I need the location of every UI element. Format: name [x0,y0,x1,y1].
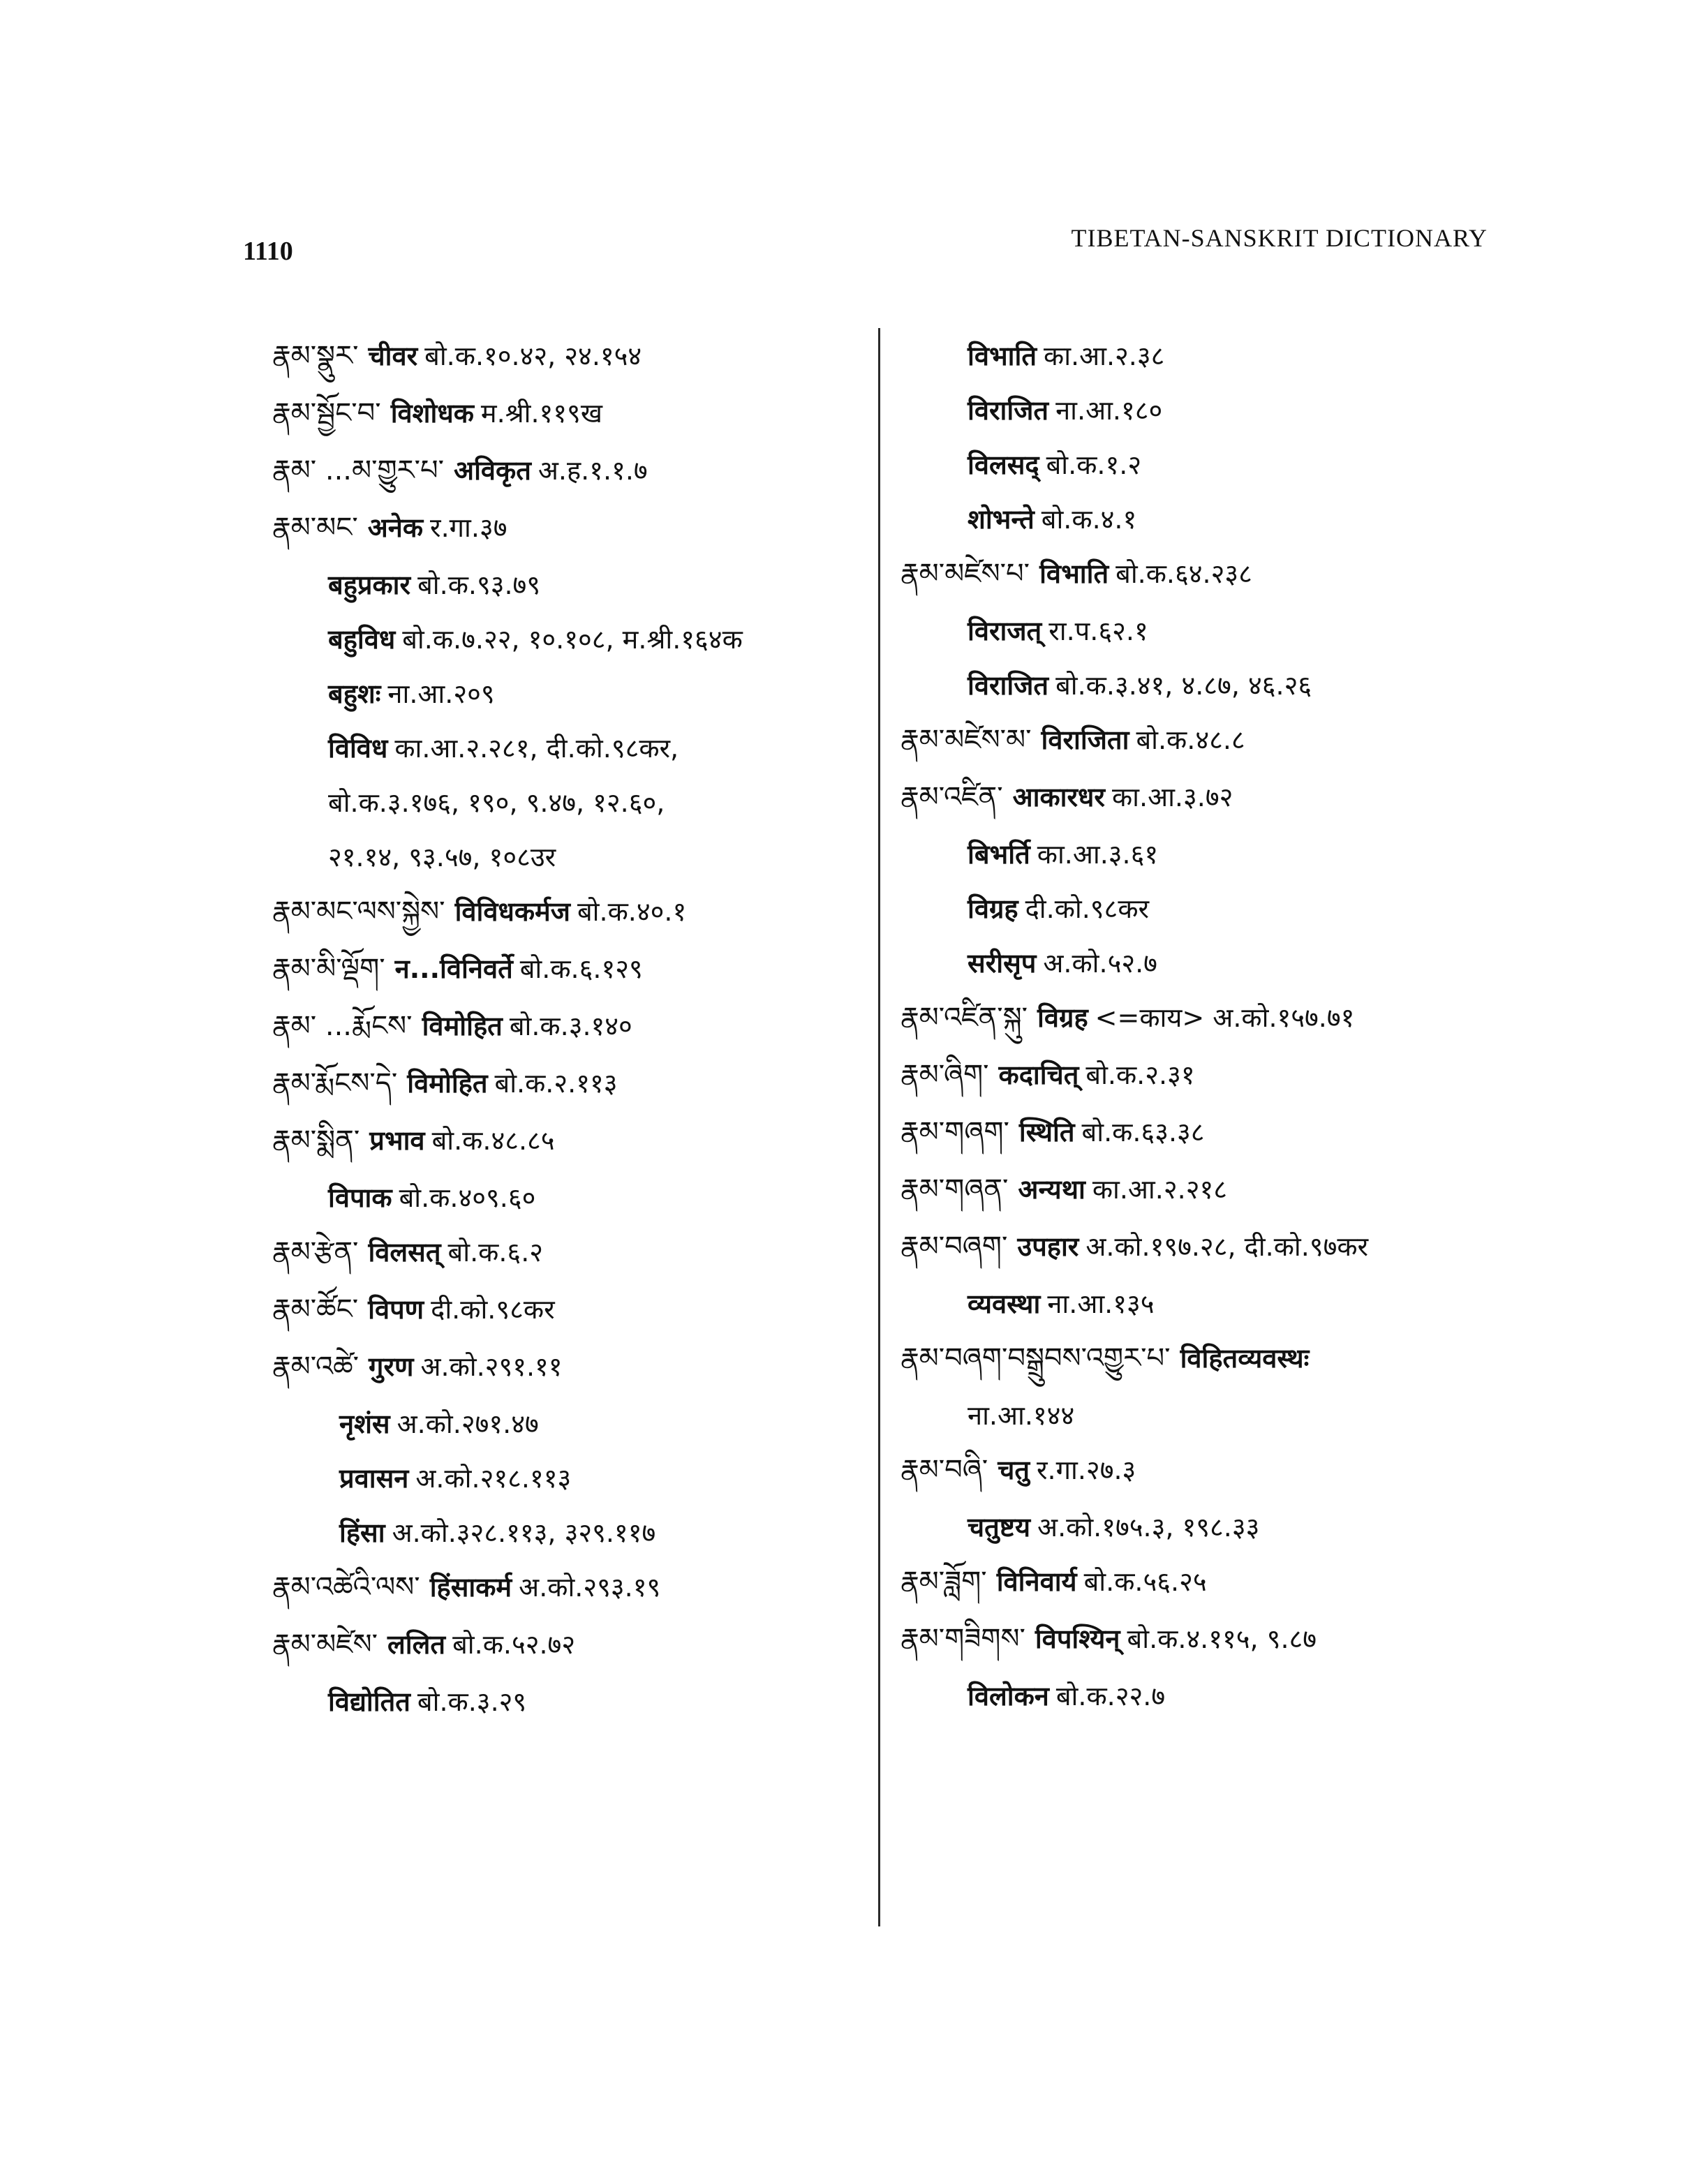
dictionary-entry [272,1624,866,1665]
source-reference: बो.क.१०.४२, २४.१५४ [424,341,642,371]
tibetan-headword: རྣམ་སྦྱོང་བ་ [272,397,381,429]
dictionary-entry [272,1288,866,1330]
dictionary-subentry [272,673,866,715]
sanskrit-equivalent: विविध [328,733,388,764]
sanskrit-equivalent: स्थिति [1018,1117,1075,1147]
dictionary-entry [900,1618,1515,1660]
sanskrit-equivalent: आकारधर [1012,782,1105,812]
dictionary-entry [272,1120,866,1161]
dictionary-entry [900,1168,1515,1210]
tibetan-headword: རྣམ་འཛིན་སྐུ་ [900,1002,1028,1034]
sanskrit-equivalent: अविकृत [454,455,531,486]
dictionary-entry [272,1346,866,1388]
dictionary-subentry [272,1403,866,1445]
sanskrit-equivalent: विलसत् [368,1237,441,1268]
tibetan-headword: རྣམ་གཟིགས་ [900,1623,1025,1655]
tibetan-headword: རྣམ་ ...རྨོངས་ [272,1010,413,1042]
tibetan-headword: རྣམ་འཚེ་ [272,1351,360,1383]
sanskrit-equivalent: व्यवस्था [968,1288,1041,1319]
tibetan-headword: རྣམ་འཛིན་ [900,781,1003,813]
tibetan-headword: རྣམ་མཛེས་ [272,1628,378,1661]
dictionary-subentry [272,1512,866,1554]
sanskrit-equivalent: गुरण [369,1351,414,1382]
tibetan-headword: རྣམ་མཛེས་པ་ [900,558,1030,590]
sanskrit-equivalent: विग्रह [1037,1002,1088,1033]
dictionary-entry [272,1566,866,1608]
dictionary-entry [900,1226,1515,1268]
sanskrit-equivalent: विपश्यिन् [1035,1624,1120,1654]
source-reference: अ.को.२७१.४७ [396,1409,539,1439]
source-reference: दी.को.९८कर [1025,893,1150,924]
running-head: TIBETAN-SANSKRIT DICTIONARY [1071,224,1488,252]
dictionary-subentry [900,498,1515,540]
tibetan-headword: རྣམ་བཞག་ [900,1231,1008,1263]
tibetan-headword: རྣམ་མི་ལྡོག་ [272,953,385,985]
page-number: 1110 [243,237,293,266]
sanskrit-equivalent: विहितव्यवस्थः [1180,1343,1310,1374]
sanskrit-equivalent: विग्रह [968,893,1018,924]
tibetan-headword: རྣམ་ཞིག་ [900,1059,989,1091]
sanskrit-equivalent: उपहार [1017,1231,1079,1262]
source-reference: अ.ह.१.१.७ [538,455,648,486]
source-reference: बो.क.४८.८५ [431,1125,555,1156]
dictionary-entry [272,891,866,933]
source-reference: का.आ.२.३८ [1044,341,1165,371]
tibetan-headword: རྣམ་མཛེས་མ་ [900,724,1032,756]
tibetan-headword: རྣམ་ཟློག་ [900,1566,987,1598]
source-reference: बो.क.४८.८ [1136,725,1245,755]
dictionary-subentry [900,610,1515,652]
sanskrit-equivalent: अनेक [367,512,424,543]
sanskrit-equivalent: चतुष्टय [968,1512,1031,1543]
sanskrit-equivalent: हिंसाकर्म [429,1572,512,1603]
right-column [900,335,1515,1730]
source-reference: का.आ.३.६१ [1037,839,1159,870]
sanskrit-equivalent: विपाक [328,1182,392,1213]
dictionary-subentry [900,833,1515,875]
sanskrit-equivalent: नृशंस [339,1409,390,1439]
dictionary-entry [900,1111,1515,1153]
source-reference: र.गा.३७ [430,512,507,543]
column-divider [878,328,880,1926]
left-column [272,335,866,1735]
source-reference: का.आ.२.२१८ [1092,1174,1227,1205]
sanskrit-equivalent: विराजत् [968,616,1042,646]
dictionary-entry [900,776,1515,818]
sanskrit-equivalent: सरीसृप [968,948,1037,979]
source-reference: बो.क.६.१२९ [519,953,643,984]
source-reference: अ.को.१९७.२८, दी.को.९७कर [1085,1231,1369,1262]
dictionary-entry [272,948,866,990]
source-reference: <=काय> अ.को.१५७.७१ [1095,1002,1355,1033]
sanskrit-equivalent: शोभन्ते [968,504,1035,535]
source-reference: बो.क.९३.७९ [417,570,541,600]
dictionary-entry [900,1449,1515,1491]
sanskrit-equivalent: बिभर्ति [968,839,1030,870]
source-reference: ना.आ.२०९ [387,678,495,709]
dictionary-subentry [900,444,1515,486]
sanskrit-equivalent: विमोहित [422,1011,503,1041]
sanskrit-equivalent: चीवर [368,341,418,371]
tibetan-headword: རྣམ་རྩེན་ [272,1236,359,1268]
source-reference: बो.क.२.३१ [1085,1060,1195,1090]
tibetan-headword: རྣམ་ཚོང་ [272,1293,359,1325]
source-reference: बो.क.४.१ [1041,504,1137,535]
source-reference: अ.को.५२.७ [1043,948,1157,979]
source-reference: बो.क.५२.७२ [452,1629,576,1660]
dictionary-entry [900,997,1515,1039]
dictionary-subentry [272,782,866,824]
sanskrit-equivalent: विलसद् [968,450,1039,480]
dictionary-subentry [900,1506,1515,1548]
sanskrit-equivalent: विविधकर्मज [454,896,570,927]
dictionary-subentry [900,1395,1515,1436]
source-reference: बो.क.३.१४० [509,1011,632,1041]
tibetan-headword: རྣམ་མང་ལས་སྐྱེས་ [272,896,445,928]
sanskrit-equivalent: विपण [368,1294,424,1325]
sanskrit-equivalent: विराजित [968,670,1049,701]
source-reference: ना.आ.१४४ [968,1400,1075,1431]
dictionary-entry [900,1054,1515,1096]
tibetan-headword: རྣམ་སྨིན་ [272,1124,360,1157]
dictionary-subentry [900,1675,1515,1717]
sanskrit-equivalent: विलोकन [968,1681,1049,1711]
sanskrit-equivalent: विराजित [968,395,1049,426]
dictionary-entry [272,507,866,549]
dictionary-entry [900,1561,1515,1603]
source-reference: अ.को.२९३.१९ [519,1572,661,1603]
sanskrit-equivalent: बहुप्रकार [328,570,411,600]
source-reference: बो.क.२.११३ [494,1068,618,1099]
source-reference: अ.को.१७५.३, १९८.३३ [1037,1512,1260,1543]
sanskrit-equivalent: ललित [387,1629,446,1660]
dictionary-entry [900,1337,1515,1379]
sanskrit-equivalent: विभाति [968,341,1037,371]
dictionary-entry [272,335,866,377]
dictionary-subentry [900,1283,1515,1325]
source-reference: बो.क.४०९.६० [399,1182,536,1213]
source-reference: बो.क.३.४१, ४.८७, ४६.२६ [1055,670,1312,701]
tibetan-headword: རྣམ་མང་ [272,512,358,544]
sanskrit-equivalent: विनिवार्य [996,1566,1077,1597]
dictionary-subentry [272,564,866,606]
dictionary-subentry [900,888,1515,930]
source-reference: बो.क.४.११५, ९.८७ [1127,1624,1317,1654]
dictionary-subentry [900,942,1515,984]
sanskrit-equivalent: हिंसा [339,1517,385,1548]
dictionary-entry [900,719,1515,761]
source-reference: २१.१४, ९३.५७, १०८उर [328,842,556,872]
source-reference: ना.आ.१३५ [1047,1288,1155,1319]
source-reference: का.आ.३.७२ [1111,782,1233,812]
dictionary-subentry [272,1177,866,1219]
source-reference: बो.क.६.२ [447,1237,544,1268]
tibetan-headword: རྣམ་བཞི་ [900,1454,988,1486]
sanskrit-equivalent: चतु [998,1455,1030,1485]
source-reference: र.गा.२७.३ [1037,1455,1136,1485]
dictionary-entry [272,1062,866,1104]
dictionary-entry [272,1005,866,1047]
sanskrit-equivalent: कदाचित् [998,1060,1079,1090]
dictionary-entry [272,1231,866,1273]
sanskrit-equivalent: प्रवासन [339,1463,409,1494]
tibetan-headword: རྣམ་བཞག་བསྒྲུབས་འགྱུར་པ་ [900,1342,1171,1374]
sanskrit-equivalent: प्रभाव [369,1125,425,1156]
dictionary-subentry [900,335,1515,377]
source-reference: बो.क.१.२ [1046,450,1142,480]
sanskrit-equivalent: विराजिता [1041,725,1129,755]
source-reference: बो.क.३.२९ [417,1686,527,1717]
tibetan-headword: རྣམ་གཞག་ [900,1116,1009,1148]
sanskrit-equivalent: बहुशः [328,678,381,709]
dictionary-entry [900,553,1515,595]
dictionary-subentry [272,1457,866,1499]
source-reference: म.श्री.११९ख [480,398,602,429]
source-reference: बो.क.६३.३८ [1081,1117,1205,1147]
source-reference: बो.क.२२.७ [1055,1681,1166,1711]
sanskrit-equivalent: विभाति [1039,558,1109,589]
dictionary-entry [272,450,866,491]
sanskrit-equivalent: न...विनिवर्ते [394,953,513,984]
dictionary-subentry [900,389,1515,431]
sanskrit-equivalent: अन्यथा [1018,1174,1085,1205]
tibetan-headword: རྣམ་གཞན་ [900,1173,1009,1205]
source-reference: बो.क.६४.२३८ [1115,558,1252,589]
dictionary-subentry [900,664,1515,706]
source-reference: अ.को.२९१.११ [420,1351,563,1382]
source-reference: बो.क.५६.२५ [1083,1566,1207,1597]
sanskrit-equivalent: विमोहित [407,1068,488,1099]
dictionary-subentry [272,618,866,660]
dictionary-subentry [272,1681,866,1723]
source-reference: बो.क.४०.१ [577,896,687,927]
tibetan-headword: རྣམ་སྣུར་ [272,340,359,372]
tibetan-headword: རྣམ་ ...མ་གྱུར་པ་ [272,454,445,486]
dictionary-subentry [272,836,866,878]
dictionary-subentry [272,727,866,769]
source-reference: अ.को.३२८.११३, ३२९.११७ [392,1517,656,1548]
source-reference: दी.को.९८कर [431,1294,555,1325]
source-reference: अ.को.२१८.११३ [415,1463,572,1494]
tibetan-headword: རྣམ་རྨོངས་དེ་ [272,1067,398,1099]
sanskrit-equivalent: विद्योतित [328,1686,410,1717]
dictionary-entry [272,392,866,434]
source-reference: का.आ.२.२८१, दी.को.९८कर, [394,733,679,764]
source-reference: रा.प.६२.१ [1048,616,1148,646]
sanskrit-equivalent: विशोधक [390,398,474,429]
sanskrit-equivalent: बहुविध [328,624,396,655]
source-reference: बो.क.७.२२, १०.१०८, म.श्री.१६४क [402,624,743,655]
source-reference: बो.क.३.१७६, १९०, ९.४७, १२.६०, [328,787,665,818]
source-reference: ना.आ.१८० [1055,395,1163,426]
tibetan-headword: རྣམ་འཚེའི་ལས་ [272,1571,420,1603]
